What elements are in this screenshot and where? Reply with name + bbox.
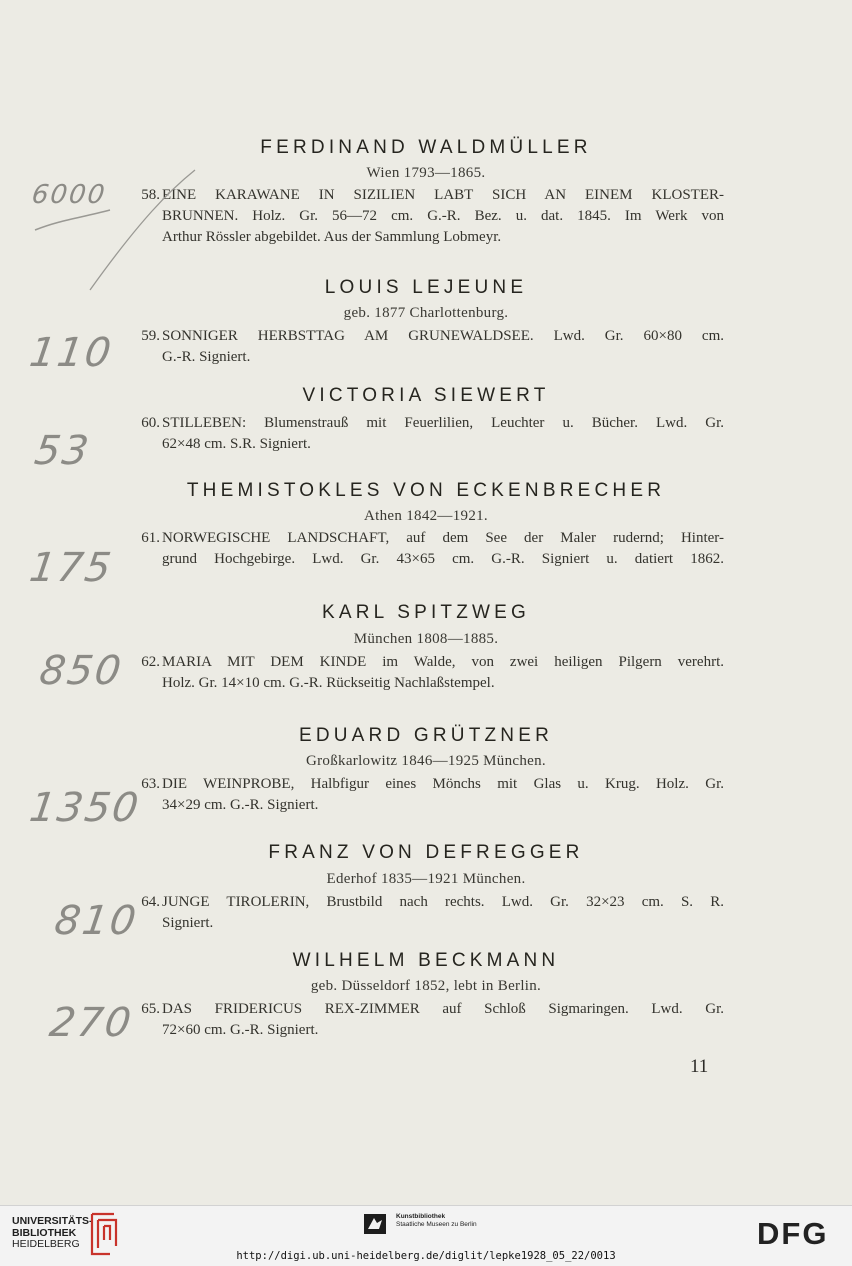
- entry-number: 63.: [141, 776, 160, 792]
- handwritten-price: 53: [31, 428, 94, 474]
- entry-number: 59.: [141, 328, 160, 344]
- entry-number: 60.: [141, 415, 160, 431]
- entry-line: DAS FRIDERICUS REX-ZIMMER auf Schloß Sigmaringen. Lwd. Gr.: [162, 1001, 724, 1017]
- artist-name: LOUIS LEJEUNE: [324, 277, 528, 298]
- entry-line: Arthur Rössler abgebildet. Aus der Sammlung Lobmeyr.: [162, 229, 502, 245]
- artist-name: KARL SPITZWEG: [321, 602, 531, 623]
- entry-text: [162, 652, 724, 694]
- artist-name: FERDINAND WALDMÜLLER: [260, 137, 592, 158]
- entry-line: 72×60 cm. G.-R. Signiert.: [162, 1022, 319, 1038]
- entry-line: Holz. Gr. 14×10 cm. G.-R. Rückseitig Nachlaßstempel.: [162, 675, 495, 691]
- ub-name-line: BIBLIOTHEK: [12, 1226, 77, 1239]
- entry-number: 65.: [141, 1001, 160, 1017]
- entry-text: [162, 413, 724, 455]
- handwritten-price: 850: [36, 648, 126, 694]
- entry-text: [162, 892, 724, 934]
- entry-line: JUNGE TIROLERIN, Brustbild nach rechts. Lwd. Gr. 32×23 cm. S. R.: [162, 894, 724, 910]
- handwritten-price: 810: [51, 898, 141, 944]
- handwritten-price: 175: [26, 545, 116, 591]
- handwritten-price: 1350: [26, 785, 144, 831]
- entry-line: SONNIGER HERBSTTAG AM GRUNEWALDSEE. Lwd. Gr. 60×80 cm.: [162, 328, 724, 344]
- entry-number: 61.: [141, 530, 160, 546]
- entry-line: NORWEGISCHE LANDSCHAFT, auf dem See der Maler rudernd; Hinter-: [162, 530, 724, 546]
- artist-name: VICTORIA SIEWERT: [302, 385, 550, 406]
- handwritten-price: 270: [46, 1000, 136, 1046]
- artist-dates: Wien 1793—1865.: [366, 165, 486, 181]
- artist-name: WILHELM BECKMANN: [292, 950, 560, 971]
- artist-dates: Großkarlowitz 1846—1925 München.: [306, 753, 546, 769]
- entry-number: 58.: [141, 187, 160, 203]
- ub-name-line: HEIDELBERG: [12, 1238, 80, 1250]
- artist-dates: Ederhof 1835—1921 München.: [326, 871, 526, 887]
- kb-name: Kunstbibliothek: [396, 1213, 446, 1220]
- page-number: 11: [690, 1056, 709, 1077]
- entry-line: BRUNNEN. Holz. Gr. 56—72 cm. G.-R. Bez. u. dat. 1845. Im Werk von: [162, 208, 724, 224]
- handwritten-price: 6000: [29, 180, 109, 210]
- permalink-url[interactable]: http://digi.ub.uni-heidelberg.de/diglit/lepke1928_05_22/0013: [236, 1250, 616, 1262]
- artist-dates: München 1808—1885.: [353, 631, 499, 647]
- kunstbibliothek-logo-icon: [364, 1214, 386, 1234]
- entry-line: 62×48 cm. S.R. Signiert.: [162, 436, 311, 452]
- entry-text: [162, 528, 724, 570]
- kb-subtitle: Staatliche Museen zu Berlin: [396, 1221, 477, 1228]
- entry-number: 62.: [141, 654, 160, 670]
- artist-name: EDUARD GRÜTZNER: [298, 725, 554, 746]
- artist-dates: geb. 1877 Charlottenburg.: [343, 305, 509, 321]
- entry-text: [162, 185, 724, 248]
- artist-dates: geb. Düsseldorf 1852, lebt in Berlin.: [310, 978, 542, 994]
- entry-line: MARIA MIT DEM KINDE im Walde, von zwei heiligen Pilgern verehrt.: [162, 654, 724, 670]
- artist-name: FRANZ VON DEFREGGER: [268, 842, 584, 863]
- entry-line: G.-R. Signiert.: [162, 349, 251, 365]
- entry-text: [162, 774, 724, 816]
- entry-text: [162, 326, 724, 368]
- entry-line: grund Hochgebirge. Lwd. Gr. 43×65 cm. G.-R. Signiert u. datiert 1862.: [162, 551, 724, 567]
- dfg-logo[interactable]: DFG: [757, 1216, 829, 1251]
- entry-line: 34×29 cm. G.-R. Signiert.: [162, 797, 319, 813]
- ub-name-line: UNIVERSITÄTS-: [12, 1215, 93, 1227]
- entry-number: 64.: [141, 894, 160, 910]
- entry-text: [162, 999, 724, 1041]
- entry-line: Signiert.: [162, 915, 214, 931]
- handwritten-price: 110: [26, 330, 116, 376]
- entry-line: DIE WEINPROBE, Halbfigur eines Mönchs mit Glas u. Krug. Holz. Gr.: [162, 776, 724, 792]
- kunstbibliothek-label[interactable]: [396, 1213, 477, 1229]
- ub-heidelberg-logo[interactable]: [12, 1216, 93, 1251]
- artist-name: THEMISTOKLES VON ECKENBRECHER: [186, 480, 666, 501]
- artist-dates: Athen 1842—1921.: [364, 508, 488, 524]
- entry-line: EINE KARAWANE IN SIZILIEN LABT SICH AN EINEM KLOSTER-: [162, 187, 724, 203]
- entry-line: STILLEBEN: Blumenstrauß mit Feuerlilien, Leuchter u. Bücher. Lwd. Gr.: [162, 415, 724, 431]
